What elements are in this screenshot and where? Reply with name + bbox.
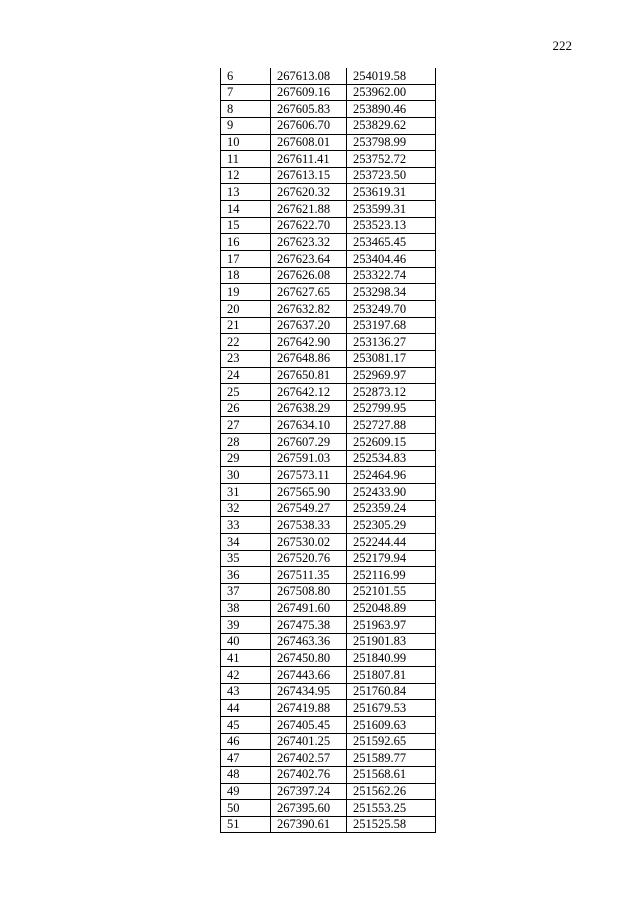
table-row: [221, 251, 436, 268]
x-coordinate-cell: 267573.11: [271, 467, 347, 484]
point-number-cell: 16: [221, 234, 271, 251]
y-coordinate-cell: 251840.99: [347, 650, 436, 667]
y-coordinate-cell: 252305.29: [347, 517, 436, 534]
y-coordinate-cell: 252534.83: [347, 450, 436, 467]
y-coordinate-cell: 251592.65: [347, 733, 436, 750]
y-coordinate-cell: 252179.94: [347, 550, 436, 567]
x-coordinate-cell: 267607.29: [271, 434, 347, 451]
y-coordinate-cell: 253465.45: [347, 234, 436, 251]
table-row: [221, 284, 436, 301]
y-coordinate-cell: 253404.46: [347, 251, 436, 268]
point-number-cell: 25: [221, 384, 271, 401]
table-row: [221, 716, 436, 733]
point-number-cell: 9: [221, 117, 271, 134]
y-coordinate-cell: 251609.63: [347, 716, 436, 733]
point-number-cell: 29: [221, 450, 271, 467]
y-coordinate-cell: 253829.62: [347, 117, 436, 134]
table-row: [221, 683, 436, 700]
point-number-cell: 34: [221, 533, 271, 550]
x-coordinate-cell: 267419.88: [271, 700, 347, 717]
y-coordinate-cell: 252244.44: [347, 533, 436, 550]
y-coordinate-cell: 251963.97: [347, 617, 436, 634]
table-row: [221, 184, 436, 201]
y-coordinate-cell: 251589.77: [347, 750, 436, 767]
x-coordinate-cell: 267402.76: [271, 766, 347, 783]
table-row: [221, 201, 436, 218]
point-number-cell: 13: [221, 184, 271, 201]
y-coordinate-cell: 254019.58: [347, 68, 436, 84]
y-coordinate-cell: 252609.15: [347, 434, 436, 451]
point-number-cell: 40: [221, 633, 271, 650]
x-coordinate-cell: 267591.03: [271, 450, 347, 467]
table-row: [221, 167, 436, 184]
y-coordinate-cell: 251525.58: [347, 816, 436, 833]
point-number-cell: 22: [221, 334, 271, 351]
x-coordinate-cell: 267508.80: [271, 583, 347, 600]
x-coordinate-cell: 267642.90: [271, 334, 347, 351]
point-number-cell: 7: [221, 84, 271, 101]
table-row: [221, 367, 436, 384]
x-coordinate-cell: 267623.32: [271, 234, 347, 251]
table-row: [221, 700, 436, 717]
point-number-cell: 50: [221, 800, 271, 817]
point-number-cell: 51: [221, 816, 271, 833]
x-coordinate-cell: 267530.02: [271, 533, 347, 550]
table-row: [221, 517, 436, 534]
point-number-cell: 20: [221, 300, 271, 317]
x-coordinate-cell: 267520.76: [271, 550, 347, 567]
table-row: [221, 783, 436, 800]
x-coordinate-cell: 267648.86: [271, 350, 347, 367]
point-number-cell: 36: [221, 567, 271, 584]
point-number-cell: 37: [221, 583, 271, 600]
y-coordinate-cell: 251562.26: [347, 783, 436, 800]
y-coordinate-cell: 253619.31: [347, 184, 436, 201]
x-coordinate-cell: 267637.20: [271, 317, 347, 334]
table-row: [221, 800, 436, 817]
point-number-cell: 44: [221, 700, 271, 717]
x-coordinate-cell: 267434.95: [271, 683, 347, 700]
table-row: [221, 134, 436, 151]
y-coordinate-cell: 253197.68: [347, 317, 436, 334]
point-number-cell: 8: [221, 101, 271, 118]
table-row: [221, 151, 436, 168]
page-number: 222: [552, 38, 572, 53]
table-row: [221, 550, 436, 567]
y-coordinate-cell: 252464.96: [347, 467, 436, 484]
table-row: [221, 733, 436, 750]
x-coordinate-cell: 267549.27: [271, 500, 347, 517]
table-row: [221, 400, 436, 417]
x-coordinate-cell: 267606.70: [271, 117, 347, 134]
y-coordinate-cell: 253599.31: [347, 201, 436, 218]
y-coordinate-cell: 251760.84: [347, 683, 436, 700]
x-coordinate-cell: 267620.32: [271, 184, 347, 201]
point-number-cell: 33: [221, 517, 271, 534]
point-number-cell: 19: [221, 284, 271, 301]
x-coordinate-cell: 267622.70: [271, 217, 347, 234]
y-coordinate-cell: 252101.55: [347, 583, 436, 600]
table-row: [221, 434, 436, 451]
table-row: [221, 317, 436, 334]
y-coordinate-cell: 253798.99: [347, 134, 436, 151]
point-number-cell: 26: [221, 400, 271, 417]
table-row: [221, 816, 436, 833]
point-number-cell: 31: [221, 484, 271, 501]
table-row: [221, 750, 436, 767]
x-coordinate-cell: 267613.15: [271, 167, 347, 184]
y-coordinate-cell: 253523.13: [347, 217, 436, 234]
table-row: [221, 84, 436, 101]
y-coordinate-cell: 253890.46: [347, 101, 436, 118]
table-row: [221, 234, 436, 251]
y-coordinate-cell: 252969.97: [347, 367, 436, 384]
point-number-cell: 15: [221, 217, 271, 234]
table-row: [221, 300, 436, 317]
point-number-cell: 32: [221, 500, 271, 517]
point-number-cell: 27: [221, 417, 271, 434]
table-row: [221, 667, 436, 684]
table-row: [221, 467, 436, 484]
x-coordinate-cell: 267443.66: [271, 667, 347, 684]
point-number-cell: 39: [221, 617, 271, 634]
x-coordinate-cell: 267538.33: [271, 517, 347, 534]
y-coordinate-cell: 251901.83: [347, 633, 436, 650]
table-row: [221, 267, 436, 284]
y-coordinate-cell: 251679.53: [347, 700, 436, 717]
point-number-cell: 24: [221, 367, 271, 384]
point-number-cell: 30: [221, 467, 271, 484]
table-row: [221, 450, 436, 467]
table-row: [221, 417, 436, 434]
x-coordinate-cell: 267627.65: [271, 284, 347, 301]
x-coordinate-cell: 267623.64: [271, 251, 347, 268]
y-coordinate-cell: 253962.00: [347, 84, 436, 101]
point-number-cell: 28: [221, 434, 271, 451]
x-coordinate-cell: 267626.08: [271, 267, 347, 284]
x-coordinate-cell: 267491.60: [271, 600, 347, 617]
table-row: [221, 650, 436, 667]
x-coordinate-cell: 267475.38: [271, 617, 347, 634]
point-number-cell: 11: [221, 151, 271, 168]
y-coordinate-cell: 253752.72: [347, 151, 436, 168]
y-coordinate-cell: 253298.34: [347, 284, 436, 301]
x-coordinate-cell: 267401.25: [271, 733, 347, 750]
x-coordinate-cell: 267611.41: [271, 151, 347, 168]
y-coordinate-cell: 252433.90: [347, 484, 436, 501]
table-row: [221, 484, 436, 501]
table-row: [221, 350, 436, 367]
coordinates-table-body: [221, 68, 436, 833]
y-coordinate-cell: 252799.95: [347, 400, 436, 417]
table-row: [221, 600, 436, 617]
x-coordinate-cell: 267638.29: [271, 400, 347, 417]
table-row: [221, 101, 436, 118]
point-number-cell: 23: [221, 350, 271, 367]
y-coordinate-cell: 252048.89: [347, 600, 436, 617]
point-number-cell: 12: [221, 167, 271, 184]
table-row: [221, 117, 436, 134]
x-coordinate-cell: 267608.01: [271, 134, 347, 151]
y-coordinate-cell: 252727.88: [347, 417, 436, 434]
point-number-cell: 42: [221, 667, 271, 684]
y-coordinate-cell: 253723.50: [347, 167, 436, 184]
x-coordinate-cell: 267395.60: [271, 800, 347, 817]
point-number-cell: 38: [221, 600, 271, 617]
table-row: [221, 567, 436, 584]
x-coordinate-cell: 267613.08: [271, 68, 347, 84]
point-number-cell: 14: [221, 201, 271, 218]
x-coordinate-cell: 267634.10: [271, 417, 347, 434]
table-row: [221, 633, 436, 650]
x-coordinate-cell: 267642.12: [271, 384, 347, 401]
table-row: [221, 68, 436, 84]
x-coordinate-cell: 267463.36: [271, 633, 347, 650]
y-coordinate-cell: 253081.17: [347, 350, 436, 367]
y-coordinate-cell: 251568.61: [347, 766, 436, 783]
table-row: [221, 583, 436, 600]
x-coordinate-cell: 267609.16: [271, 84, 347, 101]
y-coordinate-cell: 253136.27: [347, 334, 436, 351]
table-row: [221, 533, 436, 550]
table-row: [221, 384, 436, 401]
point-number-cell: 45: [221, 716, 271, 733]
point-number-cell: 17: [221, 251, 271, 268]
point-number-cell: 48: [221, 766, 271, 783]
point-number-cell: 47: [221, 750, 271, 767]
x-coordinate-cell: 267605.83: [271, 101, 347, 118]
y-coordinate-cell: 251553.25: [347, 800, 436, 817]
table-row: [221, 617, 436, 634]
y-coordinate-cell: 252359.24: [347, 500, 436, 517]
x-coordinate-cell: 267397.24: [271, 783, 347, 800]
x-coordinate-cell: 267405.45: [271, 716, 347, 733]
x-coordinate-cell: 267632.82: [271, 300, 347, 317]
table-row: [221, 500, 436, 517]
x-coordinate-cell: 267402.57: [271, 750, 347, 767]
x-coordinate-cell: 267450.80: [271, 650, 347, 667]
table-row: [221, 217, 436, 234]
x-coordinate-cell: 267650.81: [271, 367, 347, 384]
x-coordinate-cell: 267565.90: [271, 484, 347, 501]
point-number-cell: 49: [221, 783, 271, 800]
x-coordinate-cell: 267511.35: [271, 567, 347, 584]
x-coordinate-cell: 267621.88: [271, 201, 347, 218]
y-coordinate-cell: 251807.81: [347, 667, 436, 684]
y-coordinate-cell: 253249.70: [347, 300, 436, 317]
point-number-cell: 43: [221, 683, 271, 700]
coordinates-table: [220, 68, 436, 833]
y-coordinate-cell: 252873.12: [347, 384, 436, 401]
point-number-cell: 18: [221, 267, 271, 284]
point-number-cell: 6: [221, 68, 271, 84]
point-number-cell: 21: [221, 317, 271, 334]
point-number-cell: 46: [221, 733, 271, 750]
y-coordinate-cell: 252116.99: [347, 567, 436, 584]
table-row: [221, 334, 436, 351]
point-number-cell: 41: [221, 650, 271, 667]
y-coordinate-cell: 253322.74: [347, 267, 436, 284]
point-number-cell: 35: [221, 550, 271, 567]
table-row: [221, 766, 436, 783]
x-coordinate-cell: 267390.61: [271, 816, 347, 833]
point-number-cell: 10: [221, 134, 271, 151]
